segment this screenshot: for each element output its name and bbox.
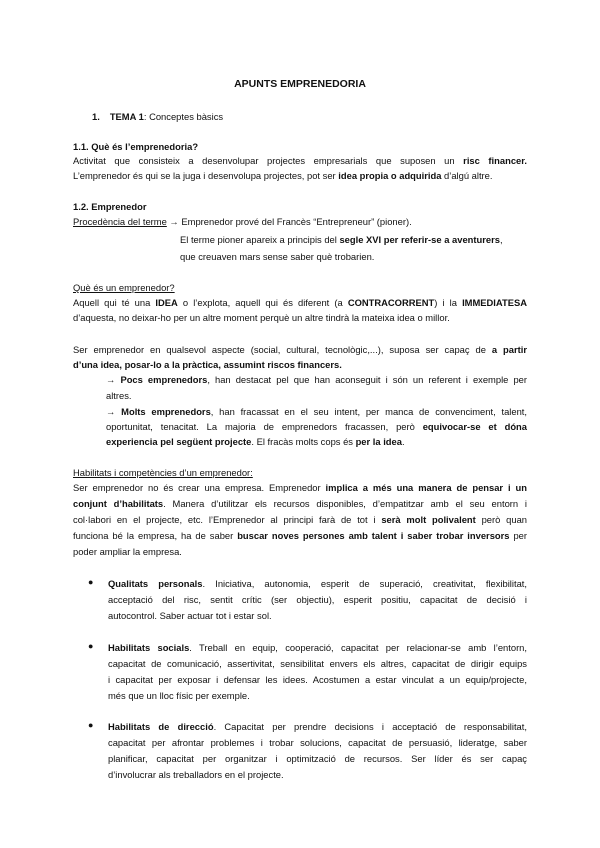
que-es-p2-line-1: Ser emprenedor en qualsevol aspecte (social, cultural, tecnològic,...), suposa ser capaç de a partir bbox=[73, 344, 527, 355]
procedencia-line-2: El terme pioner apareix a principis del segle XVI per referir-se a aventurers, bbox=[180, 234, 503, 245]
tema-number: 1. bbox=[92, 111, 100, 122]
habilitats-line-3: col·labori en el projecte, etc. l’Emprenedor al principi farà de tot i serà molt polivalent però quan bbox=[73, 514, 527, 525]
tema-subtitle: : Conceptes bàsics bbox=[143, 111, 224, 122]
que-es-heading: Què és un emprenedor? bbox=[73, 282, 175, 293]
bullet-2-line-3: i capacitat per exposar i defensar les idees. Acostumen a estar vinculat a un equip/projecte, bbox=[108, 674, 527, 685]
bullet-1-line-3: autocontrol. Saber actuar tot i estar sol. bbox=[108, 610, 272, 621]
procedencia-label: Procedència del terme bbox=[73, 216, 167, 227]
pocs-line-2: altres. bbox=[106, 390, 132, 401]
que-es-line-2: d’aquesta, no deixar-ho per un altre moment perquè un altre tindrà la mateixa idea o millor. bbox=[73, 312, 450, 323]
habilitats-line-5: poder ampliar la empresa. bbox=[73, 546, 182, 557]
bullet-icon: ● bbox=[88, 577, 94, 587]
bullet-1-line-1: Qualitats personals. Iniciativa, autonomia, esperit de superació, creativitat, flexibilitat, bbox=[108, 578, 527, 589]
molts-line-3: experiencia pel següent projecte. El fracàs molts cops és per la idea. bbox=[106, 436, 405, 447]
section-1-1-heading: 1.1. Què és l’emprenedoria? bbox=[73, 141, 199, 152]
section-1-2-heading: 1.2. Emprenedor bbox=[73, 201, 147, 212]
habilitats-line-2: conjunt d’habilitats. Manera d’utilitzar els recursos disponibles, d’empatitzar amb el seu entorn i bbox=[73, 498, 528, 509]
bullet-2-line-2: capacitat de comunicació, assertivitat, sensibilitat envers els altres, capacitat de dirigir equips bbox=[108, 658, 527, 669]
bullet-icon: ● bbox=[88, 641, 94, 651]
molts-line-2: oportunitat, tenacitat. La majoria de emprenedors fracassen, però equivocar-se et dóna bbox=[106, 421, 527, 432]
tema-title: TEMA 1 bbox=[109, 111, 144, 122]
bullet-3-line-1: Habilitats de direcció. Capacitat per prendre decisions i acceptació de responsabilitat, bbox=[108, 721, 527, 732]
habilitats-heading: Habilitats i competències d’un emprenedor: bbox=[73, 467, 253, 478]
section-1-1-line-2: L’emprenedor és qui se la juga i desenvolupa projectes, pot ser idea propia o adquirida d’algú altre. bbox=[73, 170, 493, 181]
bullet-3-line-3: planificar, capacitat per organitzar i optimització de recursos. Ser líder és ser capaç bbox=[108, 753, 527, 764]
bullet-icon: ● bbox=[88, 720, 94, 730]
que-es-p2-line-2: d’una idea, posar-lo a la pràctica, assumint riscos financers. bbox=[73, 359, 342, 370]
habilitats-line-4: funciona bé la empresa, ha de saber buscar noves persones amb talent i saber trobar inversors per bbox=[73, 530, 528, 541]
bullet-1-line-2: acceptació del risc, sentit crític (ser objectiu), esperit positiu, capacitat de decisió i bbox=[108, 594, 527, 605]
bullet-2-line-1: Habilitats socials. Treball en equip, cooperació, capacitat per relacionar-se amb l’entorn, bbox=[108, 642, 528, 653]
procedencia-line-3: que creuaven mars sense saber què trobarien. bbox=[180, 251, 375, 262]
section-1-1-line-1: Activitat que consisteix a desenvolupar projectes empresarials que suposen un risc financer. bbox=[73, 155, 527, 166]
document-title: APUNTS EMPRENEDORIA bbox=[234, 78, 366, 90]
pocs-line-1: → Pocs emprenedors, han destacat pel que han aconseguit i són un referent i exemple per bbox=[106, 374, 527, 385]
bullet-2-line-4: més que un lloc físic per exemple. bbox=[108, 690, 250, 701]
habilitats-line-1: Ser emprenedor no és crear una empresa. Emprenedor implica a més una manera de pensar i un bbox=[73, 482, 527, 493]
molts-line-1: → Molts emprenedors, han fracassat en el seu intent, per manca de convenciment, talent, bbox=[106, 406, 527, 417]
procedencia-line: Procedència del terme → Emprenedor prové del Francès “Entrepreneur” (pioner). bbox=[73, 216, 412, 227]
bullet-3-line-4: d’involucrar als treballadors en el projecte. bbox=[108, 769, 284, 780]
bullet-3-line-2: capacitat per afrontar problemes i trobar solucions, capacitat de persuasió, lideratge, saber bbox=[108, 737, 527, 748]
tema-heading bbox=[92, 110, 546, 123]
que-es-line-1: Aquell qui té una IDEA o l’explota, aquell qui és diferent (a CONTRACORRENT) i la IMMEDIATESA bbox=[73, 297, 527, 308]
